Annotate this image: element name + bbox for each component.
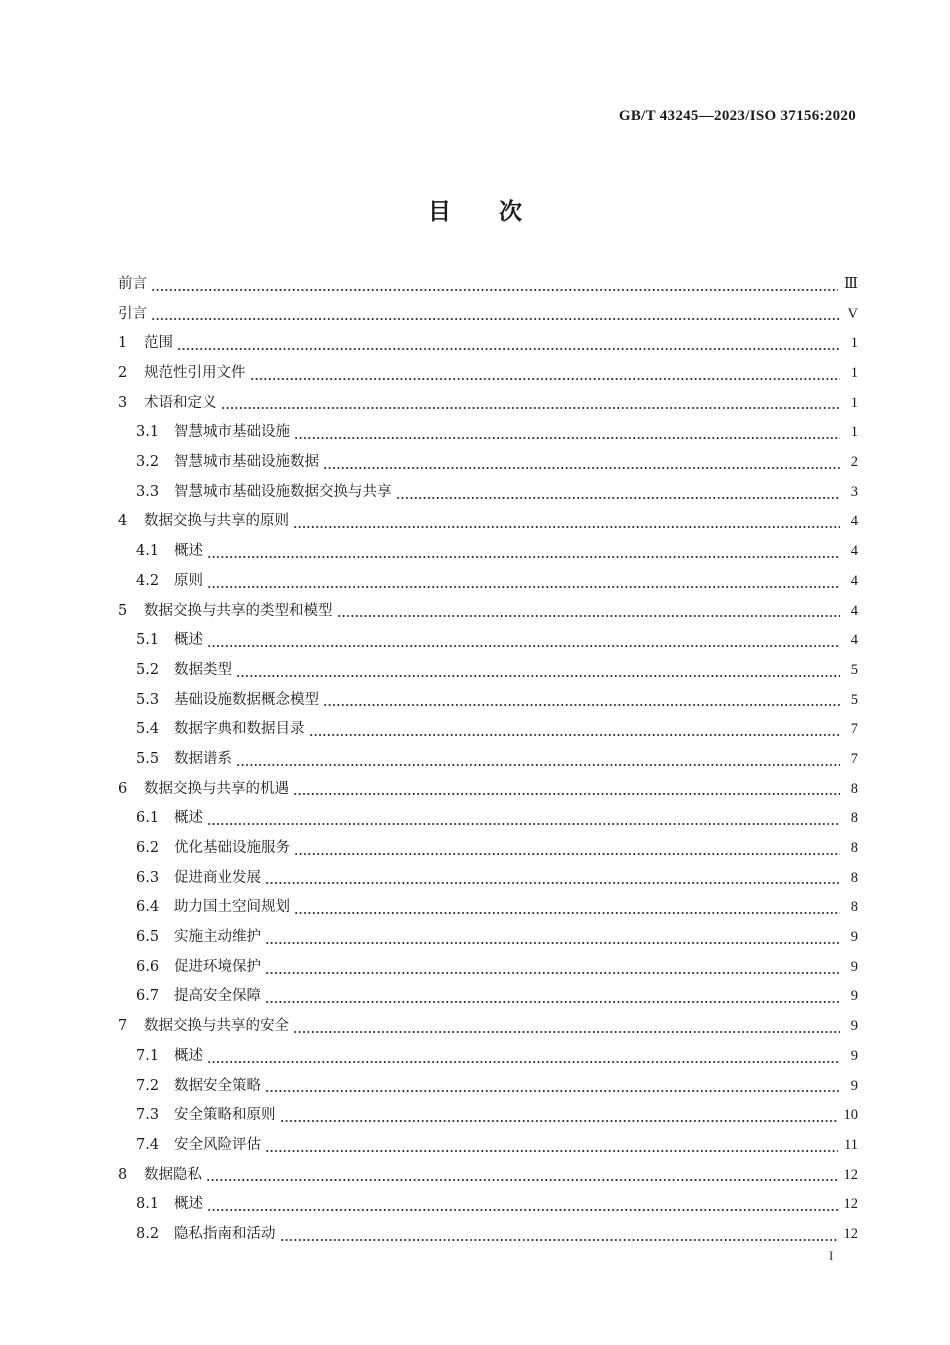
toc-entry-number: 5 (118, 602, 128, 619)
dot-leader (396, 497, 841, 499)
dot-leader (265, 882, 840, 884)
toc-entry-number: 5.1 (136, 632, 160, 649)
toc-entry-page: 9 (850, 929, 858, 946)
toc-entry[interactable] (118, 626, 858, 656)
dot-leader (265, 942, 840, 944)
toc-entry-page: 2 (850, 454, 858, 471)
dot-leader (265, 972, 840, 974)
toc-entry[interactable] (118, 1131, 858, 1161)
toc-entry-number: 8.2 (136, 1225, 160, 1242)
toc-entry-page: 12 (843, 1225, 858, 1242)
dot-leader (265, 1001, 840, 1003)
toc-entry-page: 9 (850, 1018, 858, 1035)
toc-entry-number: 6.4 (136, 899, 160, 916)
toc-entry-title: 前言 (118, 275, 147, 292)
toc-entry-page: 8 (850, 780, 858, 797)
toc-entry-page: 11 (844, 1136, 858, 1153)
toc-entry-page: 10 (843, 1107, 858, 1124)
toc-entry-number: 7.2 (136, 1077, 160, 1094)
toc-entry[interactable] (118, 775, 858, 805)
toc-entry-title: 概述 (174, 543, 203, 560)
toc-entry-page: 4 (850, 602, 858, 619)
toc-entry[interactable] (118, 300, 858, 330)
toc-entry-number: 6.1 (136, 810, 160, 827)
toc-entry[interactable] (118, 1042, 858, 1072)
dot-leader (206, 1179, 838, 1181)
toc-entry-page: 1 (850, 365, 858, 382)
dot-leader (323, 467, 840, 469)
toc-entry-number: 6.5 (136, 929, 160, 946)
toc-entry-title: 数据字典和数据目录 (174, 721, 305, 738)
toc-entry-page: 9 (850, 1047, 858, 1064)
dot-leader (293, 793, 840, 795)
toc-entry-number: 8.1 (136, 1196, 160, 1213)
toc-entry-number: 4 (118, 513, 128, 530)
dot-leader (294, 912, 840, 914)
toc-entry[interactable] (118, 1220, 858, 1250)
dot-leader (177, 348, 840, 350)
toc-entry[interactable] (118, 953, 858, 983)
dot-leader (151, 289, 838, 291)
toc-entry-number: 5.2 (136, 661, 160, 678)
toc-entry-title: 数据类型 (174, 661, 232, 678)
toc-entry[interactable] (118, 1101, 858, 1131)
toc-entry-number: 5.4 (136, 721, 160, 738)
toc-entry-title: 促进商业发展 (174, 869, 261, 886)
toc-entry-title: 规范性引用文件 (144, 365, 246, 382)
dot-leader (207, 1061, 840, 1063)
toc-entry-title: 概述 (174, 810, 203, 827)
toc-entry[interactable] (118, 1161, 858, 1191)
toc-entry-number: 4.2 (136, 572, 160, 589)
toc-entry-number: 4.1 (136, 543, 160, 560)
toc-entry-title: 数据隐私 (144, 1166, 202, 1183)
toc-entry-title: 促进环境保护 (174, 958, 261, 975)
toc-entry-page: 1 (850, 394, 858, 411)
toc-entry[interactable] (118, 745, 858, 775)
dot-leader (323, 704, 840, 706)
toc-entry-number: 7.1 (136, 1047, 160, 1064)
toc-entry-title: 基础设施数据概念模型 (174, 691, 319, 708)
toc-entry-number: 2 (118, 365, 128, 382)
toc-entry-page: 9 (850, 958, 858, 975)
toc-entry[interactable] (118, 923, 858, 953)
toc-entry[interactable] (118, 834, 858, 864)
dot-leader (265, 1150, 838, 1152)
toc-entry-title: 数据交换与共享的类型和模型 (144, 602, 333, 619)
toc-entry[interactable] (118, 1012, 858, 1042)
toc-entry[interactable] (118, 508, 858, 538)
toc-entry-title: 概述 (174, 1196, 203, 1213)
toc-entry[interactable] (118, 686, 858, 716)
toc-entry-page: V (847, 305, 858, 322)
toc-entry-title: 数据交换与共享的原则 (144, 513, 289, 530)
toc-entry[interactable] (118, 478, 858, 508)
toc-entry-page: 8 (850, 899, 858, 916)
toc-entry-number: 3 (118, 394, 128, 411)
toc-entry-page: Ⅲ (844, 275, 858, 292)
toc-entry-number: 7.4 (136, 1136, 160, 1153)
toc-entry[interactable] (118, 597, 858, 627)
toc-entry[interactable] (118, 537, 858, 567)
dot-leader (309, 734, 841, 736)
toc-entry-title: 数据谱系 (174, 750, 232, 767)
toc-entry[interactable] (118, 448, 858, 478)
table-of-contents (118, 270, 858, 1250)
toc-entry-title: 数据安全策略 (174, 1077, 261, 1094)
toc-entry-page: 4 (850, 513, 858, 530)
toc-entry-number: 5.5 (136, 750, 160, 767)
toc-entry[interactable] (118, 864, 858, 894)
toc-entry[interactable] (118, 893, 858, 923)
dot-leader (293, 1031, 840, 1033)
toc-entry-page: 8 (850, 840, 858, 857)
toc-entry-title: 引言 (118, 305, 147, 322)
toc-entry-page: 7 (850, 721, 858, 738)
toc-entry-page: 9 (850, 1077, 858, 1094)
dot-leader (236, 675, 840, 677)
toc-entry[interactable] (118, 359, 858, 389)
toc-entry-title: 原则 (174, 572, 203, 589)
dot-leader (221, 407, 841, 409)
toc-entry-number: 6 (118, 780, 128, 797)
standard-code: GB/T 43245—2023/ISO 37156:2020 (618, 108, 856, 124)
dot-leader (294, 853, 840, 855)
toc-entry-title: 智慧城市基础设施 (174, 424, 290, 441)
toc-entry[interactable] (118, 715, 858, 745)
toc-entry-page: 5 (850, 691, 858, 708)
toc-entry-number: 8 (118, 1166, 128, 1183)
dot-leader (207, 586, 840, 588)
toc-entry-page: 7 (850, 750, 858, 767)
toc-entry-number: 6.2 (136, 840, 160, 857)
toc-entry-page: 12 (843, 1196, 858, 1213)
dot-leader (207, 556, 840, 558)
page-number: I (829, 1248, 834, 1263)
toc-entry-page: 1 (850, 335, 858, 352)
toc-entry[interactable] (118, 567, 858, 597)
dot-leader (151, 318, 840, 320)
toc-entry-page: 8 (850, 869, 858, 886)
dot-leader (250, 378, 841, 380)
toc-entry-title: 数据交换与共享的安全 (144, 1018, 289, 1035)
toc-entry-title: 范围 (144, 335, 173, 352)
toc-entry-number: 1 (118, 335, 128, 352)
toc-entry[interactable] (118, 389, 858, 419)
toc-entry[interactable] (118, 656, 858, 686)
toc-entry-number: 6.6 (136, 958, 160, 975)
toc-entry-title: 概述 (174, 632, 203, 649)
toc-entry[interactable] (118, 1072, 858, 1102)
toc-entry[interactable] (118, 270, 858, 300)
toc-entry-page: 5 (850, 661, 858, 678)
toc-entry-title: 概述 (174, 1047, 203, 1064)
dot-leader (207, 823, 840, 825)
toc-entry[interactable] (118, 1190, 858, 1220)
toc-entry-title: 助力国土空间规划 (174, 899, 290, 916)
toc-entry-title: 智慧城市基础设施数据交换与共享 (174, 483, 392, 500)
toc-entry[interactable] (118, 983, 858, 1013)
toc-entry[interactable] (118, 418, 858, 448)
toc-entry-number: 5.3 (136, 691, 160, 708)
toc-entry-page: 12 (843, 1166, 858, 1183)
toc-entry-number: 3.1 (136, 424, 160, 441)
dot-leader (280, 1120, 838, 1122)
toc-entry-number: 6.7 (136, 988, 160, 1005)
dot-leader (337, 615, 841, 617)
dot-leader (280, 1239, 838, 1241)
toc-entry-title: 安全策略和原则 (174, 1107, 276, 1124)
toc-entry-page: 8 (850, 810, 858, 827)
toc-entry-title: 智慧城市基础设施数据 (174, 454, 319, 471)
dot-leader (294, 437, 840, 439)
toc-entry-number: 3.2 (136, 454, 160, 471)
toc-entry[interactable] (118, 329, 858, 359)
toc-entry-page: 1 (850, 424, 858, 441)
dot-leader (207, 1209, 838, 1211)
dot-leader (207, 645, 840, 647)
toc-entry-number: 3.3 (136, 483, 160, 500)
toc-entry-page: 9 (850, 988, 858, 1005)
toc-entry[interactable] (118, 804, 858, 834)
toc-entry-page: 4 (850, 632, 858, 649)
toc-entry-number: 7.3 (136, 1107, 160, 1124)
toc-entry-number: 6.3 (136, 869, 160, 886)
toc-entry-title: 优化基础设施服务 (174, 840, 290, 857)
toc-entry-title: 实施主动维护 (174, 929, 261, 946)
toc-entry-number: 7 (118, 1018, 128, 1035)
toc-entry-title: 术语和定义 (144, 394, 217, 411)
page-title: 目次 (428, 199, 570, 225)
toc-entry-page: 4 (850, 543, 858, 560)
toc-entry-title: 数据交换与共享的机遇 (144, 780, 289, 797)
dot-leader (265, 1090, 840, 1092)
toc-entry-title: 安全风险评估 (174, 1136, 261, 1153)
dot-leader (236, 764, 840, 766)
toc-entry-page: 4 (850, 572, 858, 589)
dot-leader (293, 526, 840, 528)
toc-entry-page: 3 (850, 483, 858, 500)
toc-entry-title: 隐私指南和活动 (174, 1225, 276, 1242)
toc-entry-title: 提高安全保障 (174, 988, 261, 1005)
